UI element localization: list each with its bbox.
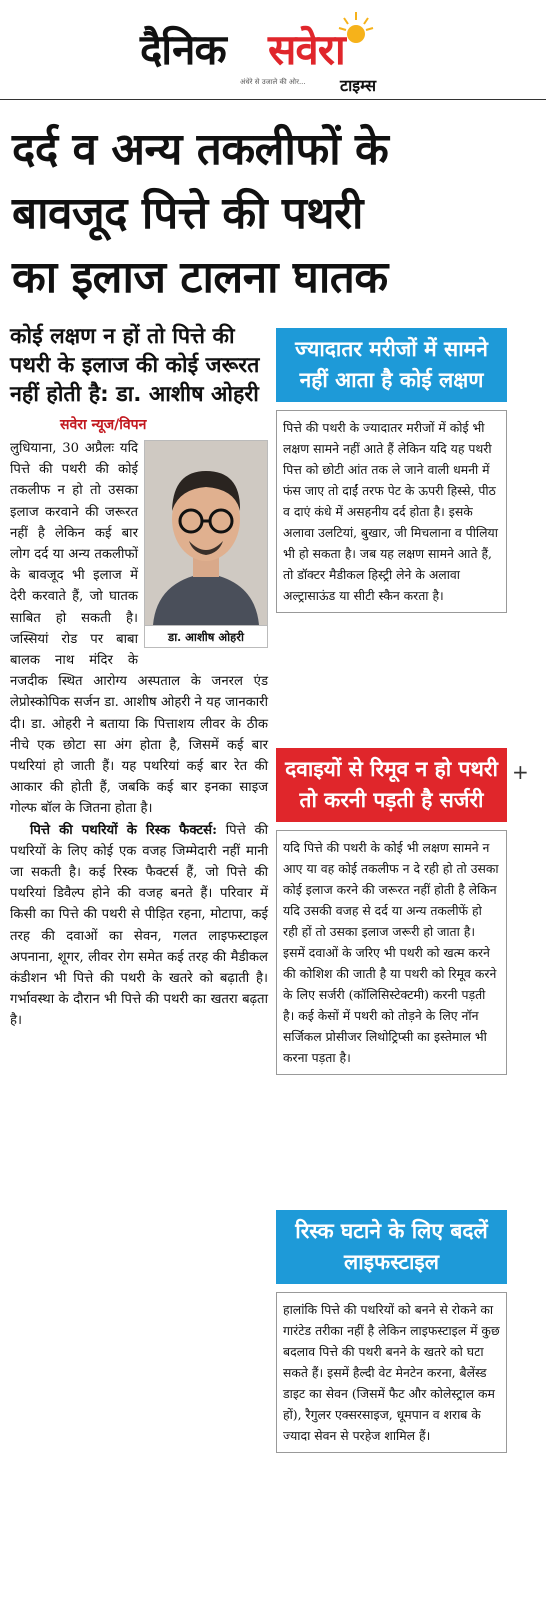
- box-heading-surgery: दवाइयों से रिमूव न हो पथरी तो करनी पड़ती है सर्जरी: [276, 748, 507, 822]
- article-paragraph-1: [10, 438, 268, 820]
- logo-tagline: अंधेरे से उजाले की ओर...: [240, 78, 306, 86]
- headline-line-3: का इलाज टालना घातक: [12, 252, 388, 303]
- box-body-lifestyle: हालांकि पित्ते की पथरियों को बनने से रोकने का गारंटेड तरीका नहीं है लेकिन लाइफस्टाइल में कुछ बदलाव पित्ते की पथरी बनने के खतरे को घटा सकते हैं। इसमें हैल्दी वेट मेनटेन करना, बैलेंस्ड डाइट का सेवन (जिसमें फैट और कोलेस्ट्राल कम हों), रैगुलर एक्सरसाइज, धूमपान व शराब के ज्यादा सेवन से परहेज शामिल हैं।: [276, 1292, 507, 1453]
- headline-line-1: दर्द व अन्य तकलीफों के: [12, 124, 389, 175]
- box-body-symptoms: पित्ते की पथरी के ज्यादातर मरीजों में कोई भी लक्षण सामने नहीं आते हैं लेकिन यदि यह पथरी पित्त को छोटी आंत तक ले जाने वाली धमनी में फंस जाए तो दाईं तरफ पेट के ऊपरी हिस्से, पीठ व दाएं कंधे में असहनीय दर्द होता है। इसके अलावा उलटियां, बुखार, जी मिचलाना व पीलिया भी हो सकता है। जब यह लक्षण सामने आते हैं, तो डॉक्टर मैडीकल हिस्ट्री लेने के अलावा अल्ट्रासाऊंड या सीटी स्कैन करता है।: [276, 410, 507, 613]
- photo-caption: डा. आशीष ओहरी: [145, 625, 267, 647]
- doctor-photo: [144, 440, 268, 648]
- box-heading-lifestyle: रिस्क घटाने के लिए बदलें लाइफस्टाइल: [276, 1210, 507, 1284]
- article-paragraph-2: [10, 820, 268, 1032]
- doctor-portrait-icon: [145, 441, 267, 625]
- paragraph-1-text: लुधियाना, 30 अप्रैलः यदि पित्ते की पथरी की कोई तकलीफ न हो तो उसका इलाज करवाने की जरूरत नहीं है लेकिन कई बार लोग दर्द या अन्य तकलीफों के बावजूद भी इलाज में देरी करवाते हैं, जो घातक साबित हो सकती है। जस्सियां रोड पर बाबा बालक नाथ मंदिर के नजदीक स्थित आरोग्य अस्पताल के जनरल एंड लेप्रोस्कोपिक सर्जन डा. आशीष ओहरी ने यह जानकारी दी। डा. ओहरी ने बताया कि पित्ताशय लीवर के ठीक नीचे एक छोटा सा अंग होता है, जिसमें कई बार पथरियां हो जाती हैं। यह पथरियां कई बार रेत की आकार की होती हैं, जबकि कई बार इनका साइज गोल्फ बॉल के जितना होता है।: [10, 441, 268, 817]
- byline: सवेरा न्यूज/विपन: [60, 417, 147, 433]
- article-column: [10, 322, 268, 1032]
- logo-word-dainik: दैनिक: [140, 25, 226, 74]
- paragraph-2-text: पित्ते की पथरियों के लिए कोई एक वजह जिम्मेदारी नहीं मानी जा सकती है। कई रिस्क फैक्टर्स हैं, जो पित्ते की पथरियां डिवैल्प होने की वजह बनते हैं। परिवार में किसी का पित्ते की पथरी से पीड़ित रहना, मोटापा, कई तरह की दवाओं का सेवन, गलत लाइफस्टाइल अपनाना, शूगर, लीवर रोग समेत कई तरह की मैडीकल कंडीशन भी पित्ते की पथरी के खतरे को बढ़ाती है। गर्भावस्था के दौरान भी पित्ते की पथरी का खतरा बढ़ता है।: [10, 822, 268, 1029]
- sidebar-box-surgery: [276, 748, 507, 1075]
- box-body-surgery: यदि पित्ते की पथरी के कोई भी लक्षण सामने न आए या वह कोई तकलीफ न दे रही हो तो उसका कोई इलाज करने की जरूरत नहीं होती है लेकिन यदि उसकी वजह से दर्द या अन्य तकलीफें हो रही हों तो उसका इलाज जरूरी हो जाता है। इसमें दवाओं के जरिए भी पथरी को खत्म करने की कोशिश की जाती है या पथरी को रिमूव करने के लिए सर्जरी (कॉलिसिस्टेक्टमी) करनी पड़ती है। कई केसों में पथरी को तोड़ने के लिए नॉन सर्जिकल प्रोसीजर लिथोट्रिप्सी का इस्तेमाल भी करना पड़ता है।: [276, 830, 507, 1075]
- sidebar-box-symptoms: [276, 328, 507, 613]
- logo-word-savera: सवेरा: [268, 25, 345, 74]
- headline-line-2: बावजूद पित्ते की पथरी: [12, 188, 363, 239]
- newspaper-logo[interactable]: [140, 14, 420, 94]
- sidebar-box-lifestyle: [276, 1210, 507, 1453]
- crosshair-cursor-icon: +: [512, 760, 529, 784]
- box-heading-symptoms: ज्यादातर मरीजों में सामने नहीं आता है कोई लक्षण: [276, 328, 507, 402]
- article-subheading: कोई लक्षण न हों तो पित्ते की पथरी के इलाज की कोई जरूरत नहीं होती है: डा. आशीष ओहरी: [10, 324, 260, 407]
- masthead: [0, 0, 546, 100]
- logo-word-times: टाइम्स: [340, 76, 377, 95]
- risk-factors-lead: पित्ते की पथरियों के रिस्क फैक्टर्स:: [30, 822, 217, 838]
- main-headline: [12, 118, 536, 310]
